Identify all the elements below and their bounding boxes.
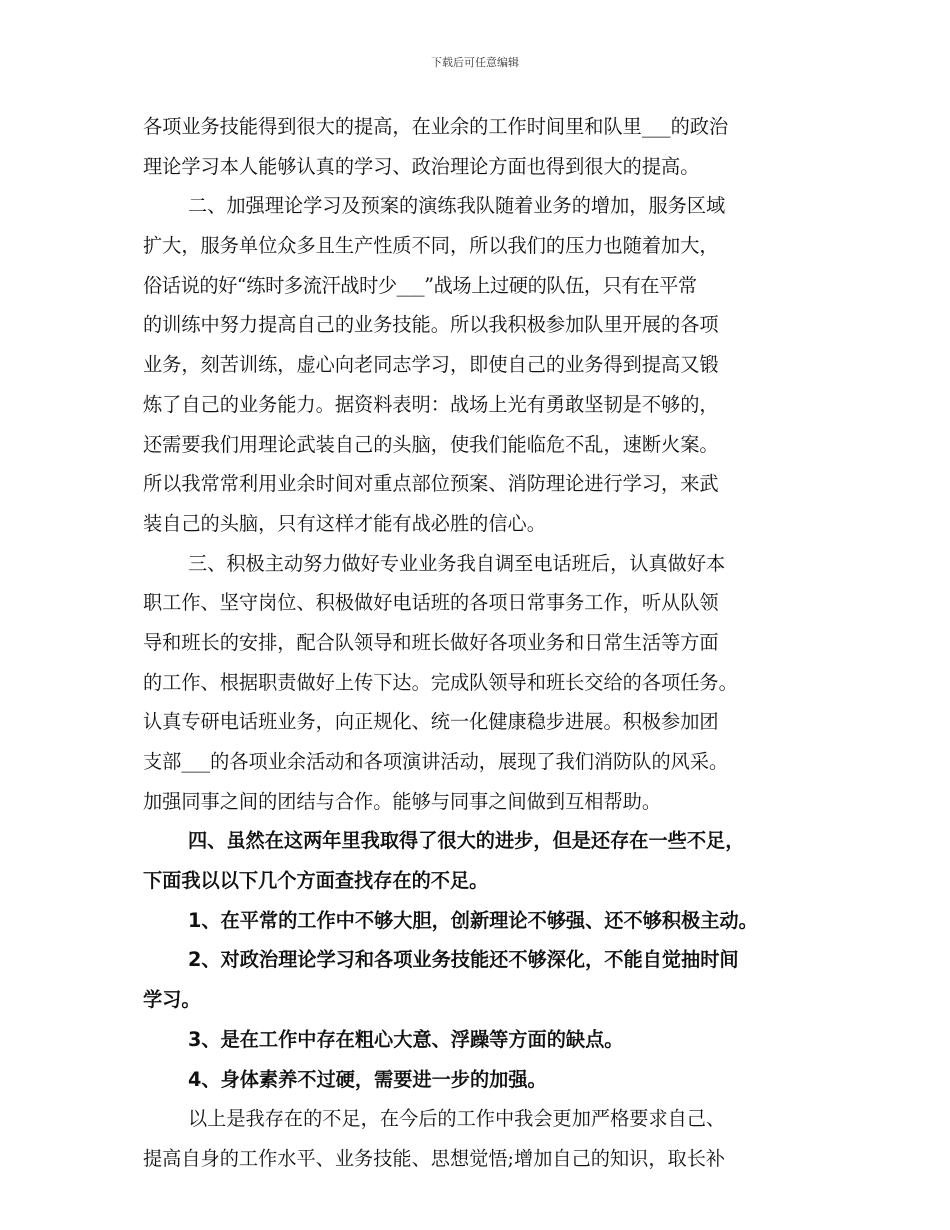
list-item: 2、对政治理论学习和各项业务技能还不够深化，不能自觉抽时间 [188,948,739,972]
text-line: 俗话说的好“练时多流汗战时少___”战场上过硬的队伍，只有在平常 [143,273,697,297]
text-line: 支部___的各项业余活动和各项演讲活动，展现了我们消防队的风采。 [143,750,729,773]
text-line: 三、积极主动努力做好专业业务我自调至电话班后，认真做好本 [188,551,726,575]
text-line: 提高自身的工作水平、业务技能、思想觉悟;增加自己的知识，取长补 [143,1146,726,1170]
text-line: 二、加强理论学习及预案的演练我队随着业务的增加，服务区域 [188,194,726,218]
text-line: 的训练中努力提高自己的业务技能。所以我积极参加队里开展的各项 [143,313,719,337]
text-line: 业务，刻苦训练，虚心向老同志学习，即使自己的业务得到提高又锻 [143,353,719,377]
section-heading-line: 下面我以以下几个方面查找存在的不足。 [143,869,489,893]
list-item: 3、是在工作中存在粗心大意、浮躁等方面的缺点。 [188,1027,624,1051]
text-line: 加强同事之间的团结与合作。能够与同事之间做到互相帮助。 [143,789,662,813]
text-line: 理论学习本人能够认真的学习、政治理论方面也得到很大的提高。 [143,154,700,178]
list-item: 学习。 [143,988,201,1012]
text-line: 以上是我存在的不足，在今后的工作中我会更加严格要求自己、 [188,1107,726,1131]
text-line: 扩大，服务单位众多且生产性质不同，所以我们的压力也随着加大， [143,234,719,258]
list-item: 4、身体素养不过硬，需要进一步的加强。 [188,1067,547,1091]
text-line: 各项业务技能得到很大的提高，在业余的工作时间里和队里___的政治 [143,115,729,138]
text-line: 职工作、坚守岗位、积极做好电话班的各项日常事务工作，听从队领 [143,591,719,615]
text-line: 炼了自己的业务能力。据资料表明：战场上光有勇敢坚韧是不够的， [143,392,719,416]
document-body [143,107,808,1179]
text-line: 的工作、根据职责做好上传下达。完成队领导和班长交给的各项任务。 [143,670,738,694]
text-line: 认真专研电话班业务，向正规化、统一化健康稳步进展。积极参加团 [143,710,719,734]
text-line: 所以我常常利用业余时间对重点部位预案、消防理论进行学习，来武 [143,472,719,496]
page-header: 下载后可任意编辑 [431,56,519,69]
text-line: 导和班长的安排，配合队领导和班长做好各项业务和日常生活等方面 [143,630,719,654]
section-heading-line: 四、虽然在这两年里我取得了很大的进步，但是还存在一些不足， [188,829,745,853]
text-line: 还需要我们用理论武装自己的头脑，使我们能临危不乱，速断火案。 [143,432,719,456]
text-line: 装自己的头脑，只有这样才能有战必胜的信心。 [143,511,546,535]
list-item: 1、在平常的工作中不够大胆，创新理论不够强、还不够积极主动。 [188,908,758,932]
